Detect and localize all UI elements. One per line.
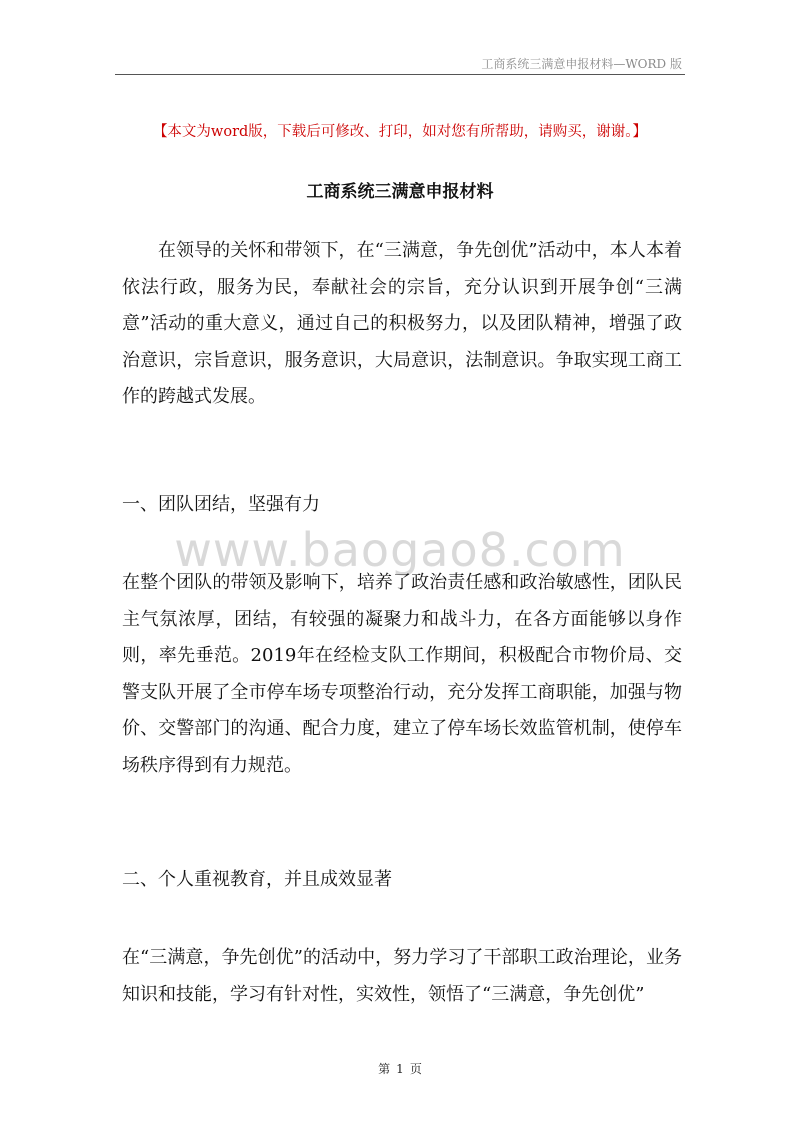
section-1-heading: 一、团队团结，坚强有力 <box>122 494 320 515</box>
section-2-heading: 二、个人重视教育，并且成效显著 <box>122 869 392 890</box>
document-title: 工商系统三满意申报材料 <box>306 182 494 202</box>
header-divider <box>115 74 685 75</box>
watermark: www.baogao8.com <box>174 523 626 577</box>
page-prefix: 第 <box>378 1062 391 1076</box>
running-header: 工商系统三满意申报材料—WORD 版 <box>481 57 682 71</box>
purchase-notice: 【本文为word版，下载后可修改、打印，如对您有所帮助，请购买，谢谢。】 <box>152 124 648 140</box>
page-number: 1 <box>396 1062 404 1076</box>
intro-paragraph: 在领导的关怀和带领下，在“三满意，争先创优”活动中，本人本着依法行政，服务为民，奉献社会的宗旨，充分认识到开展争创“三满意”活动的重大意义，通过自己的积极努力，以及团队精神，增强了政治意识，宗旨意识，服务意识，大局意识，法制意识。争取实现工商工作的跨越式发展。 <box>122 240 682 407</box>
page-suffix: 页 <box>409 1062 422 1076</box>
page-footer <box>0 1060 800 1077</box>
section-2-paragraph: 在“三满意，争先创优”的活动中，努力学习了干部职工政治理论，业务知识和技能，学习有针对性，实效性，领悟了“三满意，争先创优” <box>122 947 682 1005</box>
section-1-paragraph: 在整个团队的带领及影响下，培养了政治责任感和政治敏感性，团队民主气氛浓厚，团结，有较强的凝聚力和战斗力，在各方面能够以身作则，率先垂范。2019年在经检支队工作期间，积极配合市物价局、交警支队开展了全市停车场专项整治行动，充分发挥工商职能，加强与物价、交警部门的沟通、配合力度，建立了停车场长效监管机制，使停车场秩序得到有力规范。 <box>122 572 682 776</box>
